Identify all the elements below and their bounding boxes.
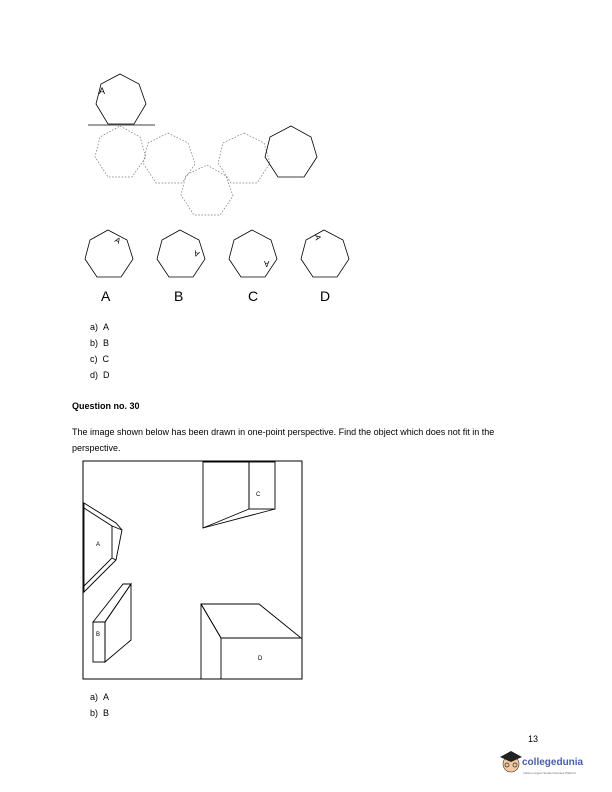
choice-b-label: B <box>174 288 184 304</box>
q29-option-c: c) C <box>90 354 110 364</box>
choice-c-label: C <box>248 288 259 304</box>
brand-tagline: India's Largest Student Review Platform <box>523 771 577 775</box>
q29-option-d: d) D <box>90 370 110 380</box>
net-face-label: A <box>99 86 106 96</box>
q29-option-a: a) A <box>90 322 110 332</box>
q29-option-b: b) B <box>90 338 110 348</box>
page-number: 13 <box>528 734 539 744</box>
brand-name: collegedunia <box>522 757 584 768</box>
choice-b-mark: A <box>192 248 201 259</box>
choice-a-label: A <box>101 288 111 304</box>
figure-label-d: D <box>258 656 263 662</box>
figure-label-c: C <box>256 492 261 498</box>
figure-label-a: A <box>96 542 101 548</box>
question-30-text: The image shown below has been drawn in one-point perspective. Find the object which does not fit in the perspective. <box>72 427 495 453</box>
q30-option-a: a) A <box>90 692 110 702</box>
choice-d-label: D <box>320 288 331 304</box>
figure-label-b: B <box>96 632 101 638</box>
q30-option-b: b) B <box>90 708 110 718</box>
choice-a-mark: A <box>113 235 123 246</box>
choice-c-mark: A <box>264 259 270 268</box>
question-30-heading: Question no. 30 <box>72 401 140 411</box>
choice-d-mark: A <box>312 234 323 241</box>
